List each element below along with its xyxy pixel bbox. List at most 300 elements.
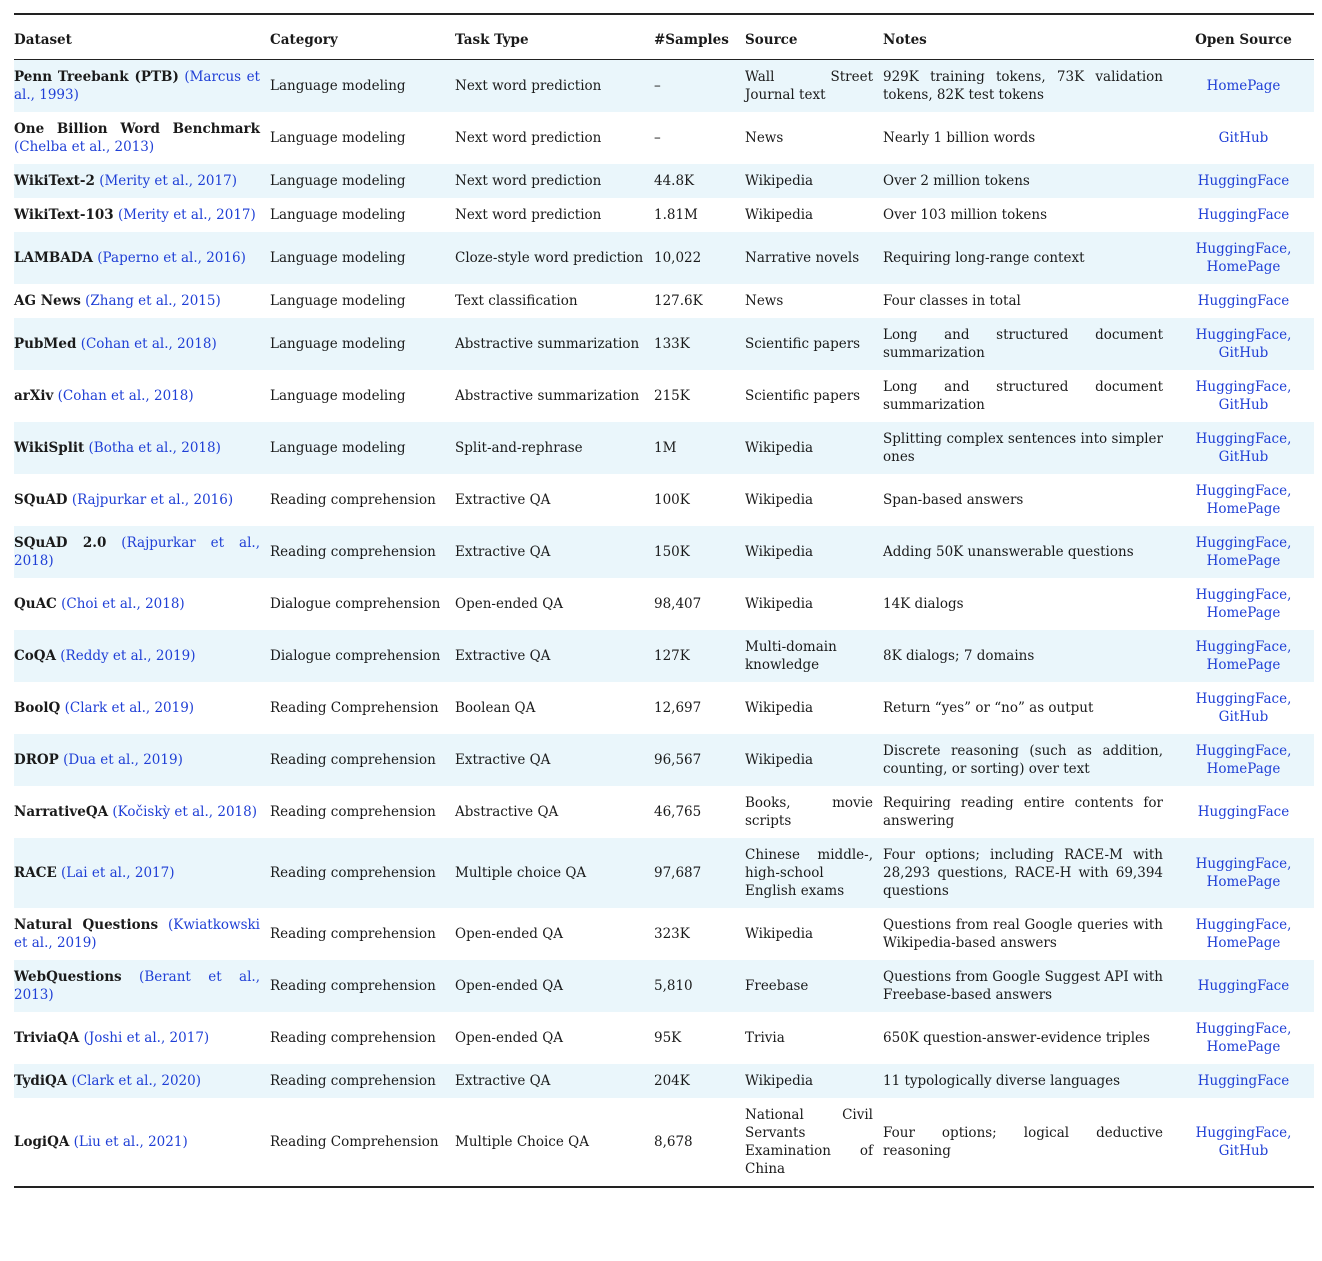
citation-link[interactable]: (Marcus et al., 1993) [14, 69, 260, 103]
open-source-link[interactable]: HomePage [1206, 259, 1281, 275]
open-source-link[interactable]: HuggingFace, [1195, 691, 1292, 707]
citation-link[interactable]: (Zhang et al., 2015) [85, 293, 221, 309]
source-cell: Wikipedia [745, 492, 814, 508]
source-cell: Chinese middle-, high-school English exams [745, 847, 873, 899]
open-source-cell [1173, 838, 1314, 908]
task-type-cell: Abstractive summarization [455, 336, 640, 352]
notes-cell: 929K training tokens, 73K validation tokens, 82K test tokens [883, 69, 1163, 103]
samples-cell-container [654, 786, 745, 838]
open-source-link[interactable]: HuggingFace [1197, 804, 1290, 820]
notes-cell: Over 2 million tokens [883, 173, 1030, 189]
samples-cell-container [654, 422, 745, 474]
open-source-cell [1173, 1064, 1314, 1098]
category-cell-container [270, 908, 455, 960]
dataset-name: WikiSplit [14, 440, 85, 456]
table-row [14, 682, 1314, 734]
task-type-cell-container [455, 786, 654, 838]
open-source-cell [1173, 422, 1314, 474]
notes-cell: Span-based answers [883, 492, 1024, 508]
dataset-cell [14, 1012, 270, 1064]
notes-cell-container [883, 578, 1173, 630]
open-source-link[interactable]: HomePage [1206, 605, 1281, 621]
source-cell: Freebase [745, 978, 809, 994]
notes-cell-container [883, 164, 1173, 198]
source-cell-container [745, 232, 883, 284]
open-source-link[interactable]: HuggingFace, [1195, 743, 1292, 759]
category-cell-container [270, 526, 455, 578]
samples-cell: 133K [654, 336, 690, 352]
notes-cell-container [883, 1098, 1173, 1187]
samples-cell-container [654, 960, 745, 1012]
category-cell: Reading comprehension [270, 1073, 436, 1089]
category-cell: Dialogue comprehension [270, 648, 441, 664]
table-row [14, 630, 1314, 682]
table-row [14, 318, 1314, 370]
samples-cell-container [654, 112, 745, 164]
notes-cell-container [883, 786, 1173, 838]
table-row [14, 164, 1314, 198]
samples-cell: 150K [654, 544, 690, 560]
samples-cell: 46,765 [654, 804, 702, 820]
open-source-cell [1173, 630, 1314, 682]
dataset-cell [14, 198, 270, 232]
category-cell: Reading comprehension [270, 544, 436, 560]
dataset-table [14, 13, 1314, 1188]
table-body [14, 60, 1314, 1188]
samples-cell: 95K [654, 1030, 682, 1046]
dataset-name: WikiText-2 [14, 173, 95, 189]
notes-cell-container [883, 1012, 1173, 1064]
open-source-link[interactable]: GitHub [1218, 130, 1269, 146]
open-source-link[interactable]: HomePage [1206, 874, 1281, 890]
category-cell-container [270, 112, 455, 164]
notes-cell-container [883, 960, 1173, 1012]
category-cell: Language modeling [270, 250, 406, 266]
open-source-cell [1173, 164, 1314, 198]
open-source-link[interactable]: HuggingFace, [1195, 327, 1292, 343]
task-type-cell-container [455, 682, 654, 734]
dataset-cell [14, 232, 270, 284]
dataset-cell [14, 422, 270, 474]
source-cell-container [745, 60, 883, 113]
samples-cell-container [654, 526, 745, 578]
dataset-cell [14, 838, 270, 908]
category-cell: Language modeling [270, 293, 406, 309]
open-source-link[interactable]: HuggingFace, [1195, 431, 1292, 447]
samples-cell-container [654, 908, 745, 960]
samples-cell-container [654, 60, 745, 113]
dataset-cell [14, 578, 270, 630]
notes-cell-container [883, 370, 1173, 422]
category-cell-container [270, 1012, 455, 1064]
category-cell-container [270, 284, 455, 318]
header-source: Source [745, 14, 883, 60]
citation-link[interactable]: (Cohan et al., 2018) [57, 388, 194, 404]
dataset-cell [14, 786, 270, 838]
samples-cell: 215K [654, 388, 690, 404]
citation-link[interactable]: (Paperno et al., 2016) [97, 250, 246, 266]
source-cell: Scientific papers [745, 336, 861, 352]
source-cell-container [745, 786, 883, 838]
notes-cell-container [883, 838, 1173, 908]
category-cell: Reading Comprehension [270, 700, 439, 716]
samples-cell-container [654, 1064, 745, 1098]
notes-cell: Questions from Google Suggest API with Freebase-based answers [883, 969, 1163, 1003]
source-cell: Wikipedia [745, 1073, 814, 1089]
category-cell-container [270, 578, 455, 630]
task-type-cell: Abstractive summarization [455, 388, 640, 404]
samples-cell: 1M [654, 440, 677, 456]
open-source-link[interactable]: HomePage [1206, 657, 1281, 673]
samples-cell: 127K [654, 648, 690, 664]
source-cell-container [745, 1098, 883, 1187]
samples-cell-container [654, 370, 745, 422]
task-type-cell: Open-ended QA [455, 1030, 564, 1046]
table-row [14, 578, 1314, 630]
open-source-link[interactable]: HomePage [1206, 501, 1281, 517]
source-cell: Multi-domain knowledge [745, 639, 837, 673]
source-cell: Wikipedia [745, 926, 814, 942]
task-type-cell-container [455, 908, 654, 960]
task-type-cell-container [455, 318, 654, 370]
samples-cell: 8,678 [654, 1134, 693, 1150]
source-cell-container [745, 422, 883, 474]
notes-cell-container [883, 60, 1173, 113]
task-type-cell: Abstractive QA [455, 804, 559, 820]
table-row [14, 908, 1314, 960]
task-type-cell: Next word prediction [455, 173, 602, 189]
source-cell: Wikipedia [745, 544, 814, 560]
source-cell: Wikipedia [745, 596, 814, 612]
category-cell-container [270, 318, 455, 370]
table-row [14, 786, 1314, 838]
samples-cell: 10,022 [654, 250, 702, 266]
source-cell: Scientific papers [745, 388, 861, 404]
category-cell-container [270, 630, 455, 682]
category-cell-container [270, 198, 455, 232]
category-cell-container [270, 786, 455, 838]
task-type-cell-container [455, 474, 654, 526]
source-cell-container [745, 838, 883, 908]
open-source-cell [1173, 960, 1314, 1012]
category-cell-container [270, 1064, 455, 1098]
source-cell: Wikipedia [745, 440, 814, 456]
dataset-name: RACE [14, 865, 57, 881]
dataset-cell [14, 474, 270, 526]
notes-cell-container [883, 232, 1173, 284]
open-source-link[interactable]: GitHub [1218, 397, 1269, 413]
category-cell-container [270, 960, 455, 1012]
citation-link[interactable]: (Lai et al., 2017) [61, 865, 175, 881]
open-source-link[interactable]: HuggingFace, [1195, 1021, 1292, 1037]
open-source-link[interactable]: HuggingFace, [1195, 639, 1292, 655]
table-row [14, 60, 1314, 113]
dataset-cell [14, 318, 270, 370]
dataset-name: CoQA [14, 648, 56, 664]
citation-link[interactable]: (Clark et al., 2019) [64, 700, 195, 716]
open-source-link[interactable]: HuggingFace [1197, 1073, 1290, 1089]
citation-link[interactable]: (Merity et al., 2017) [118, 207, 256, 223]
source-cell-container [745, 318, 883, 370]
open-source-cell [1173, 1012, 1314, 1064]
source-cell-container [745, 682, 883, 734]
header-samples: #Samples [654, 14, 745, 60]
citation-link[interactable]: (Rajpurkar et al., 2018) [14, 535, 260, 569]
open-source-link[interactable]: HomePage [1206, 78, 1281, 94]
open-source-link[interactable]: HuggingFace, [1195, 917, 1292, 933]
source-cell: Wikipedia [745, 700, 814, 716]
task-type-cell-container [455, 198, 654, 232]
notes-cell: 8K dialogs; 7 domains [883, 648, 1035, 664]
dataset-name: SQuAD [14, 492, 68, 508]
task-type-cell-container [455, 284, 654, 318]
open-source-cell [1173, 734, 1314, 786]
notes-cell: Four options; including RACE-M with 28,293 questions, RACE-H with 69,394 questions [883, 847, 1163, 899]
citation-link[interactable]: (Rajpurkar et al., 2016) [71, 492, 234, 508]
table-row [14, 960, 1314, 1012]
dataset-name: TydiQA [14, 1073, 68, 1089]
open-source-link[interactable]: HuggingFace, [1195, 379, 1292, 395]
category-cell-container [270, 1098, 455, 1187]
notes-cell: Adding 50K unanswerable questions [883, 544, 1134, 560]
header-row [14, 14, 1314, 60]
samples-cell-container [654, 1098, 745, 1187]
citation-link[interactable]: (Reddy et al., 2019) [60, 648, 196, 664]
dataset-cell [14, 734, 270, 786]
header-dataset: Dataset [14, 14, 270, 60]
open-source-link[interactable]: HomePage [1206, 761, 1281, 777]
source-cell: Wikipedia [745, 173, 814, 189]
source-cell: Wikipedia [745, 207, 814, 223]
task-type-cell-container [455, 1012, 654, 1064]
samples-cell-container [654, 578, 745, 630]
category-cell: Reading comprehension [270, 752, 436, 768]
open-source-cell [1173, 786, 1314, 838]
samples-cell-container [654, 838, 745, 908]
dataset-cell [14, 1064, 270, 1098]
citation-link[interactable]: (Berant et al., 2013) [14, 969, 260, 1003]
table-row [14, 526, 1314, 578]
source-cell: Trivia [745, 1030, 785, 1046]
notes-cell: Discrete reasoning (such as addition, counting, or sorting) over text [883, 743, 1163, 777]
open-source-link[interactable]: HuggingFace, [1195, 535, 1292, 551]
dataset-name: One Billion Word Benchmark [14, 121, 260, 137]
table-row [14, 734, 1314, 786]
dataset-cell [14, 60, 270, 113]
task-type-cell-container [455, 960, 654, 1012]
table-row [14, 1012, 1314, 1064]
category-cell-container [270, 734, 455, 786]
samples-cell-container [654, 630, 745, 682]
table-row [14, 1098, 1314, 1187]
category-cell-container [270, 370, 455, 422]
samples-cell-container [654, 474, 745, 526]
notes-cell-container [883, 908, 1173, 960]
category-cell: Reading Comprehension [270, 1134, 439, 1150]
notes-cell-container [883, 112, 1173, 164]
notes-cell-container [883, 474, 1173, 526]
dataset-table-container [14, 13, 1314, 1188]
task-type-cell-container [455, 838, 654, 908]
open-source-link[interactable]: GitHub [1218, 709, 1269, 725]
source-cell: National Civil Servants Examination of China [745, 1107, 873, 1177]
source-cell-container [745, 960, 883, 1012]
open-source-link[interactable]: HuggingFace [1197, 207, 1290, 223]
open-source-link[interactable]: HuggingFace [1197, 293, 1290, 309]
open-source-link[interactable]: HuggingFace [1197, 173, 1290, 189]
samples-cell: 97,687 [654, 865, 702, 881]
category-cell: Reading comprehension [270, 1030, 436, 1046]
notes-cell: Long and structured document summarization [883, 327, 1163, 361]
task-type-cell-container [455, 232, 654, 284]
task-type-cell-container [455, 60, 654, 113]
open-source-cell [1173, 370, 1314, 422]
citation-link[interactable]: (Kočiskỳ et al., 2018) [112, 804, 257, 820]
header-category: Category [270, 14, 455, 60]
source-cell-container [745, 526, 883, 578]
open-source-link[interactable]: GitHub [1218, 1143, 1269, 1159]
notes-cell: Four classes in total [883, 293, 1021, 309]
notes-cell-container [883, 1064, 1173, 1098]
notes-cell: Requiring long-range context [883, 250, 1085, 266]
source-cell-container [745, 474, 883, 526]
samples-cell: 98,407 [654, 596, 702, 612]
category-cell-container [270, 164, 455, 198]
task-type-cell: Open-ended QA [455, 978, 564, 994]
citation-link[interactable]: (Kwiatkowski et al., 2019) [14, 917, 261, 951]
open-source-cell [1173, 198, 1314, 232]
samples-cell-container [654, 318, 745, 370]
citation-link[interactable]: (Liu et al., 2021) [73, 1134, 188, 1150]
task-type-cell-container [455, 422, 654, 474]
category-cell: Language modeling [270, 388, 406, 404]
samples-cell-container [654, 198, 745, 232]
table-row [14, 112, 1314, 164]
task-type-cell-container [455, 526, 654, 578]
task-type-cell: Multiple Choice QA [455, 1134, 589, 1150]
dataset-name: LAMBADA [14, 250, 93, 266]
category-cell: Language modeling [270, 173, 406, 189]
citation-link[interactable]: (Dua et al., 2019) [63, 752, 183, 768]
open-source-link[interactable]: HuggingFace, [1195, 1125, 1292, 1141]
dataset-cell [14, 526, 270, 578]
source-cell-container [745, 198, 883, 232]
samples-cell: 204K [654, 1073, 690, 1089]
notes-cell: 650K question-answer-evidence triples [883, 1030, 1150, 1046]
dataset-name: BoolQ [14, 700, 61, 716]
open-source-link[interactable]: GitHub [1218, 449, 1269, 465]
source-cell: News [745, 130, 784, 146]
open-source-link[interactable]: HuggingFace, [1195, 241, 1292, 257]
source-cell: News [745, 293, 784, 309]
category-cell: Language modeling [270, 336, 406, 352]
task-type-cell: Text classification [455, 293, 578, 309]
table-row [14, 284, 1314, 318]
task-type-cell: Split-and-rephrase [455, 440, 583, 456]
open-source-link[interactable]: HomePage [1206, 935, 1281, 951]
samples-cell-container [654, 682, 745, 734]
table-row [14, 474, 1314, 526]
task-type-cell: Next word prediction [455, 78, 602, 94]
task-type-cell: Cloze-style word prediction [455, 250, 644, 266]
source-cell-container [745, 284, 883, 318]
dataset-name: TriviaQA [14, 1030, 80, 1046]
open-source-link[interactable]: HuggingFace, [1195, 856, 1292, 872]
dataset-name: Natural Questions [14, 917, 159, 933]
open-source-link[interactable]: GitHub [1218, 345, 1269, 361]
task-type-cell-container [455, 112, 654, 164]
notes-cell-container [883, 284, 1173, 318]
source-cell-container [745, 908, 883, 960]
open-source-link[interactable]: HomePage [1206, 1039, 1281, 1055]
citation-link[interactable]: (Clark et al., 2020) [71, 1073, 201, 1089]
header-open-source: Open Source [1173, 14, 1314, 60]
open-source-cell [1173, 60, 1314, 113]
source-cell-container [745, 112, 883, 164]
open-source-cell [1173, 474, 1314, 526]
source-cell-container [745, 630, 883, 682]
category-cell: Language modeling [270, 207, 406, 223]
citation-link[interactable]: (Merity et al., 2017) [99, 173, 237, 189]
category-cell: Language modeling [270, 78, 406, 94]
table-row [14, 198, 1314, 232]
notes-cell: Return “yes” or “no” as output [883, 700, 1094, 716]
dataset-cell [14, 1098, 270, 1187]
task-type-cell: Extractive QA [455, 544, 551, 560]
open-source-cell [1173, 908, 1314, 960]
category-cell-container [270, 232, 455, 284]
notes-cell-container [883, 630, 1173, 682]
open-source-cell [1173, 1098, 1314, 1187]
table-row [14, 838, 1314, 908]
dataset-cell [14, 630, 270, 682]
header-notes: Notes [883, 14, 1173, 60]
task-type-cell: Extractive QA [455, 648, 551, 664]
header-task-type: Task Type [455, 14, 654, 60]
samples-cell: 12,697 [654, 700, 702, 716]
open-source-cell [1173, 526, 1314, 578]
open-source-link[interactable]: HuggingFace [1197, 978, 1290, 994]
citation-link[interactable]: (Choi et al., 2018) [61, 596, 185, 612]
dataset-cell [14, 284, 270, 318]
category-cell: Language modeling [270, 130, 406, 146]
open-source-link[interactable]: HuggingFace, [1195, 587, 1292, 603]
task-type-cell: Boolean QA [455, 700, 536, 716]
dataset-name: PubMed [14, 336, 77, 352]
dataset-name: QuAC [14, 596, 57, 612]
category-cell: Dialogue comprehension [270, 596, 441, 612]
samples-cell-container [654, 734, 745, 786]
open-source-cell [1173, 578, 1314, 630]
samples-cell: 5,810 [654, 978, 693, 994]
category-cell: Language modeling [270, 440, 406, 456]
citation-link[interactable]: (Botha et al., 2018) [88, 440, 221, 456]
citation-link[interactable]: (Joshi et al., 2017) [83, 1030, 210, 1046]
source-cell: Wikipedia [745, 752, 814, 768]
category-cell: Reading comprehension [270, 978, 436, 994]
task-type-cell: Open-ended QA [455, 596, 564, 612]
notes-cell-container [883, 682, 1173, 734]
open-source-link[interactable]: HomePage [1206, 553, 1281, 569]
samples-cell: – [654, 130, 661, 146]
samples-cell: 100K [654, 492, 690, 508]
samples-cell-container [654, 164, 745, 198]
task-type-cell: Next word prediction [455, 130, 602, 146]
citation-link[interactable]: (Cohan et al., 2018) [80, 336, 217, 352]
open-source-link[interactable]: HuggingFace, [1195, 483, 1292, 499]
source-cell-container [745, 734, 883, 786]
citation-link[interactable]: (Chelba et al., 2013) [14, 139, 155, 155]
